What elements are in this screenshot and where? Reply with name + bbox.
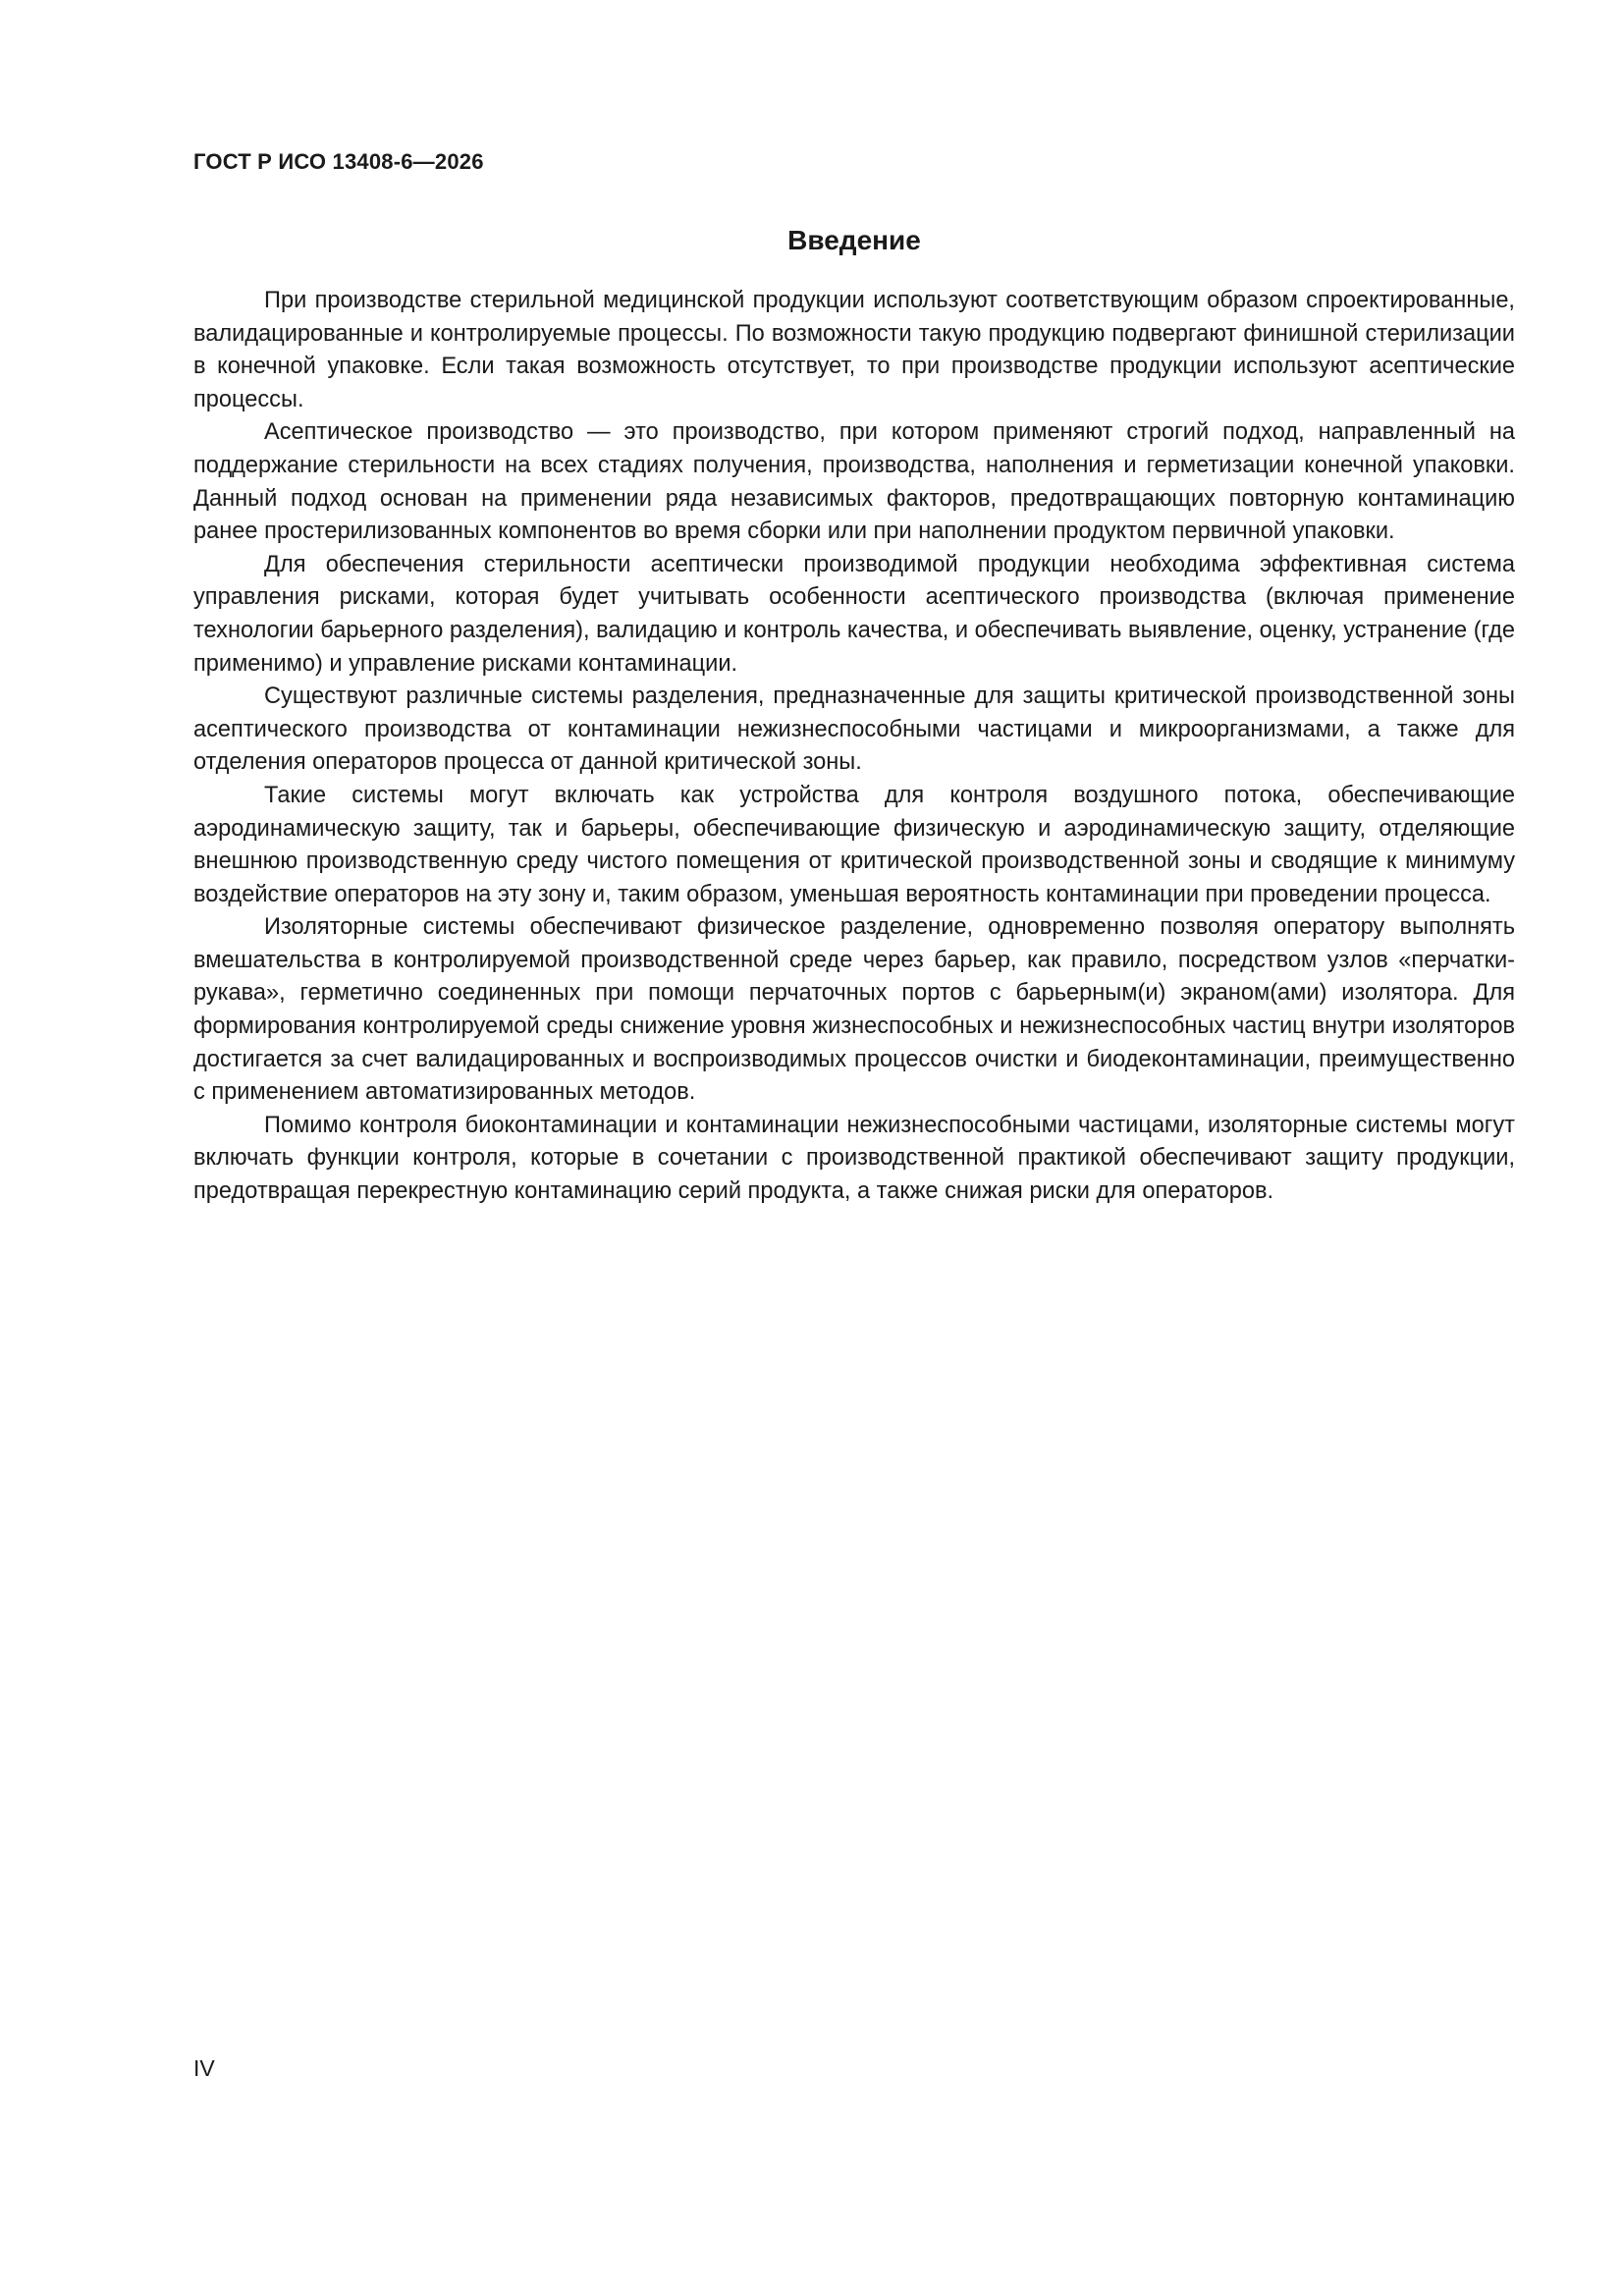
paragraph-1: При производстве стерильной медицинской продукции используют соответствующим образом спроектированные, валидацированные и контролируемые процессы. По возможности такую продукцию подвергают финишной стерилизации в конечной упаковке. Если такая возможность отсутствует, то при производстве продукции используют асептические процессы.: [193, 288, 1515, 412]
paragraph-3: Для обеспечения стерильности асептически производимой продукции необходима эффективная система управления рисками, которая будет учитывать особенности асептического производства (включая применение технологии барьерного разделения), валидацию и контроль качества, и обеспечивать выявление, оценку, устранение (где применимо) и управление рисками контаминации.: [193, 551, 1515, 677]
section-title: Введение: [787, 225, 921, 255]
paragraph-2: Асептическое производство — это производство, при котором применяют строгий подход, направленный на поддержание стерильности на всех стадиях получения, производства, наполнения и герметизации конечной упаковки. Данный подход основан на применении ряда независимых факторов, предотвращающих повторную контаминацию ранее простерилизованных компонентов во время сборки или при наполнении продуктом первичной упаковки.: [193, 419, 1515, 545]
paragraph-6: Изоляторные системы обеспечивают физическое разделение, одновременно позволяя оператору выполнять вмешательства в контролируемой производственной среде через барьер, как правило, посредством узлов «перчатки-рукава», герметично соединенных при помощи перчаточных портов с барьерным(и) экраном(ами) изолятора. Для формирования контролируемой среды снижение уровня жизнеспособных и нежизнеспособных частиц внутри изоляторов достигается за счет валидацированных и воспроизводимых процессов очистки и биодеконтаминации, преимущественно с применением автоматизированных методов.: [193, 914, 1515, 1106]
paragraph-4: Существуют различные системы разделения, предназначенные для защиты критической производственной зоны асептического производства от контаминации нежизнеспособными частицами и микроорганизмами, а также для отделения операторов процесса от данной критической зоны.: [193, 683, 1515, 776]
page-number: IV: [193, 2055, 215, 2081]
paragraph-5: Такие системы могут включать как устройства для контроля воздушного потока, обеспечивающие аэродинамическую защиту, так и барьеры, обеспечивающие физическую и аэродинамическую защиту, отделяющие внешнюю производственную среду чистого помещения от критической производственной зоны и сводящие к минимуму воздействие операторов на эту зону и, таким образом, уменьшая вероятность контаминации при проведении процесса.: [193, 782, 1515, 907]
paragraph-7: Помимо контроля биоконтаминации и контаминации нежизнеспособными частицами, изоляторные системы могут включать функции контроля, которые в сочетании с производственной практикой обеспечивают защиту продукции, предотвращая перекрестную контаминацию серий продукта, а также снижая риски для операторов.: [193, 1112, 1515, 1205]
introduction-body: [193, 285, 1515, 1209]
standard-designation: ГОСТ Р ИСО 13408-6—2026: [193, 149, 484, 174]
